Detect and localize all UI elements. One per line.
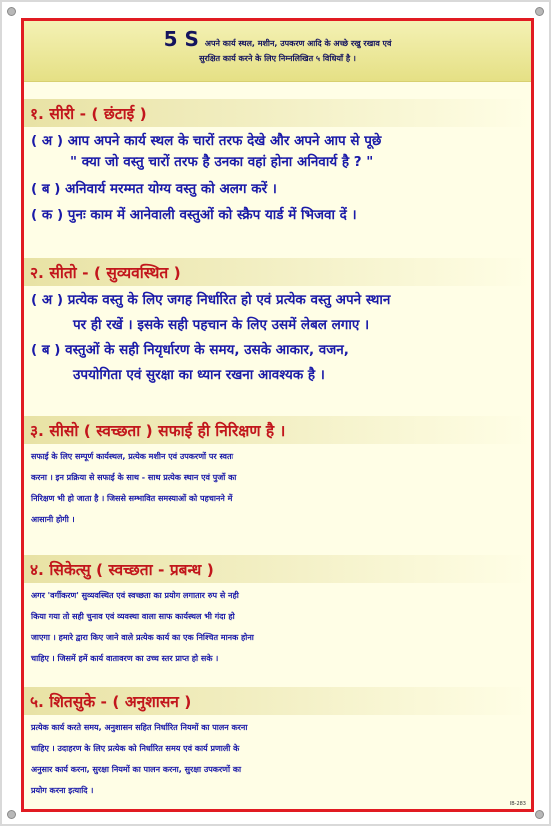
section-paragraph	[31, 585, 523, 669]
content-frame	[21, 18, 534, 812]
section-title-bar	[24, 258, 531, 286]
mount-hole-top-right	[535, 7, 544, 16]
paragraph-line: अनुसार कार्य करना, सुरक्षा नियमों का पालन करना, सुरक्षा उपकरणों का	[31, 765, 242, 774]
list-item: ( अ ) आप अपने कार्य स्थल के चारों तरफ देखे और अपने आप से पूछे	[31, 133, 382, 149]
paragraph-line: किया गया तो सही चुनाव एवं व्यवस्था वाला साफ कार्यस्थल भी गंदा हो	[31, 612, 235, 621]
section-title-bar	[24, 687, 531, 715]
paragraph-line: प्रयोग करना इत्यादि ।	[31, 786, 94, 795]
section-title: ४. सिकेत्सु ( स्वच्छता - प्रबन्ध )	[30, 561, 214, 579]
header-text-1: अपने कार्य स्थल, मशीन, उपकरण आदि के अच्छे रखु रखाव एवं	[204, 39, 392, 48]
header-line-2: सुरक्षित कार्य करने के लिए निम्नलिखित ५ विधियाँ है ।	[199, 54, 356, 63]
section-title: ५. शितसुके - ( अनुशासन )	[30, 693, 192, 711]
list-item: ( ब ) अनिवार्य मरम्मत योग्य वस्तु को अलग करें ।	[31, 181, 277, 197]
section-title-bar	[24, 99, 531, 127]
list-item: ( क ) पुनः काम में आनेवाली वस्तुओं को स्क्रैप यार्ड में भिजवा दें ।	[31, 207, 357, 223]
list-item: ( ब ) वस्तुओं के सही नियृर्धारण के समय, उसके आकार, वजन,	[31, 342, 349, 358]
list-item-continuation: " क्या जो वस्तु चारों तरफ है उनका वहां होना अनिवार्य है ? "	[70, 154, 374, 170]
paragraph-line: सफाई के लिए सम्पूर्ण कार्यस्थल, प्रत्येक मशीन एवं उपकरणों पर स्वतः	[31, 452, 234, 461]
section-title: १. सीरी - ( छंटाई )	[30, 105, 147, 123]
header-line-1	[24, 27, 531, 51]
mount-hole-top-left	[7, 7, 16, 16]
section-paragraph	[31, 446, 523, 530]
list-item-continuation: पर ही रखें । इसके सही पहचान के लिए उसमें लेबल लगाए ।	[73, 317, 370, 333]
paragraph-line: चाहिए । उदाहरण के लिए प्रत्येक को निर्धारित समय एवं कार्य प्रणाली के	[31, 744, 240, 753]
section-paragraph	[31, 717, 523, 801]
product-code: IB-283	[509, 801, 526, 807]
page-header	[24, 21, 531, 82]
paragraph-line: जाएगा । हमारे द्वारा किए जाने वाले प्रत्येक कार्य का एक निश्चित मानक होना	[31, 633, 254, 642]
paragraph-line: करना । इन प्रक्रिया से सफाई के साथ - साथ प्रत्येक स्थान एवं पुर्जो का	[31, 473, 237, 482]
section-title-bar	[24, 555, 531, 583]
section-title: २. सीतो - ( सुव्यवस्थित )	[30, 264, 181, 282]
list-item-continuation: उपयोगिता एवं सुरक्षा का ध्यान रखना आवश्यक है ।	[73, 367, 325, 383]
header-prefix: 5 S	[163, 27, 199, 51]
paragraph-line: प्रत्येक कार्य करते समय, अनुशासन सहित निर्धारित नियमों का पालन करना	[31, 723, 248, 732]
section-title: ३. सीसो ( स्वच्छता ) सफाई ही निरिक्षण है ।	[30, 422, 286, 440]
paragraph-line: निरिक्षण भी हो जाता है । जिससे सम्भावित समस्याओं को पहचानने में	[31, 494, 233, 503]
mount-hole-bottom-left	[7, 810, 16, 819]
paragraph-line: आसानी होगी ।	[31, 515, 75, 524]
paragraph-line: चाहिए । जिसमें हमें कार्य वातावरण का उच्च स्तर प्राप्त हो सके ।	[31, 654, 219, 663]
paragraph-line: अगर 'वर्गीकरण' सुव्यवस्थित एवं स्वच्छता का प्रयोग लगातार रुप से नही	[31, 591, 239, 600]
list-item: ( अ ) प्रत्येक वस्तु के लिए जगह निर्धारित हो एवं प्रत्येक वस्तु अपने स्थान	[31, 292, 391, 308]
section-title-bar	[24, 416, 531, 444]
mount-hole-bottom-right	[535, 810, 544, 819]
